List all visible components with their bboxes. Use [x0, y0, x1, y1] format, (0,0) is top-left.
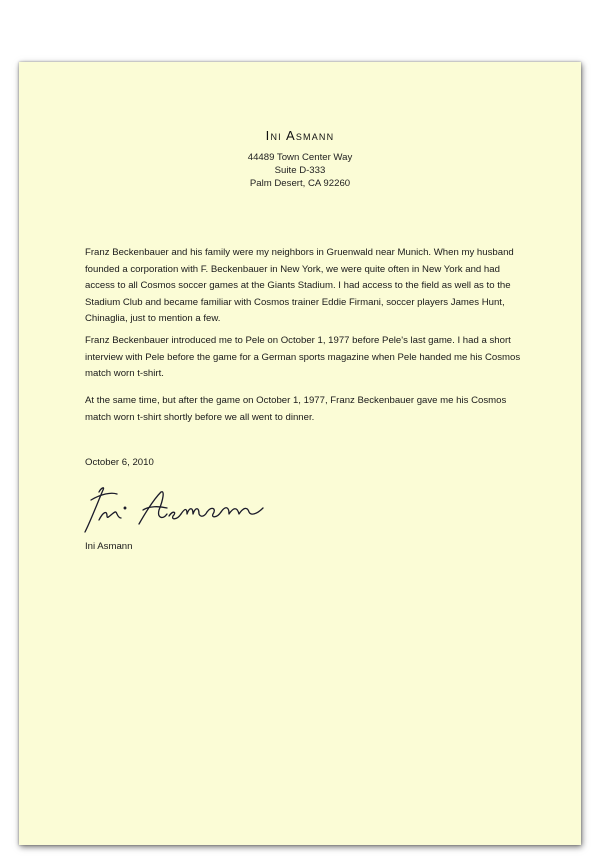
signer-name: Ini Asmann [85, 541, 133, 552]
address-line-3: Palm Desert, CA 92260 [249, 178, 351, 189]
address-line-2: Suite D-333 [274, 165, 326, 176]
address-line-1: 44489 Town Center Way [247, 152, 353, 163]
sender-address [19, 151, 581, 190]
sender-name-heading: Ini Asmann [265, 128, 335, 143]
handwritten-signature [77, 480, 307, 540]
letter-paragraph-2: Franz Beckenbauer introduced me to Pele on October 1, 1977 before Pele's last game. I had a short interview with Pele before the game for a German sports magazine when Pele handed me his Cosmos match worn t-shirt. [85, 335, 521, 379]
letter-page [19, 62, 581, 845]
letter-paragraph-1: Franz Beckenbauer and his family were my neighbors in Gruenwald near Munich. When my husband founded a corporation with F. Beckenbauer in New York, we were quite often in New York and had access to all Cosmos soccer games at the Giants Stadium. I had access to the field as well as to the Stadium Club and became familiar with Cosmos trainer Eddie Firmani, soccer players James Hunt, Chinaglia, just to mention a few. [85, 247, 514, 324]
letter-date: October 6, 2010 [85, 457, 154, 468]
letter-paragraph-3: At the same time, but after the game on October 1, 1977, Franz Beckenbauer gave me his Cosmos match worn t-shirt shortly before we all went to dinner. [85, 395, 507, 423]
